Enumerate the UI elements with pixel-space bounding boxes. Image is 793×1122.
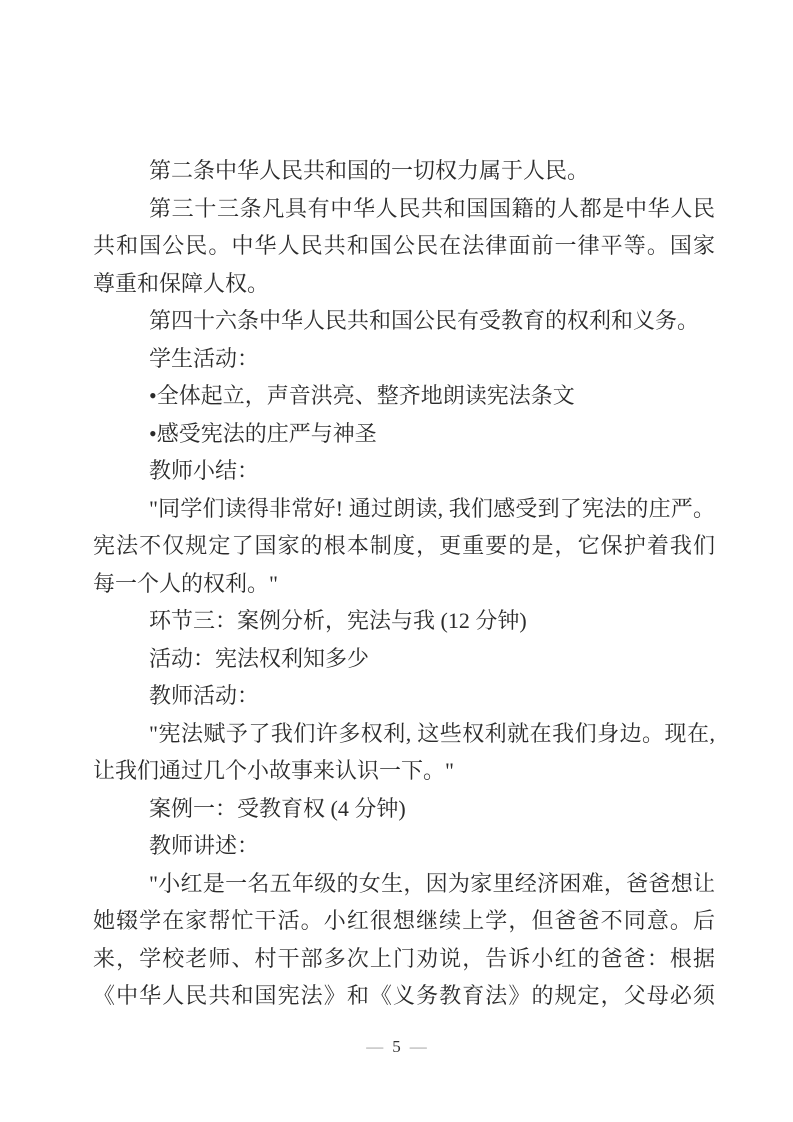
footer-dash-right: — <box>409 1037 427 1056</box>
text-line: "同学们读得非常好! 通过朗读, 我们感受到了宪法的庄严。 <box>149 495 715 521</box>
text-line: 来，学校老师、村干部多次上门劝说，告诉小红的爸爸：根据 <box>93 945 715 971</box>
text-line: 她辍学在家帮忙干活。小红很想继续上学，但爸爸不同意。后 <box>93 908 715 933</box>
text-line: 学生活动： <box>149 345 260 371</box>
text-line: 第三十三条凡具有中华人民共和国国籍的人都是中华人民 <box>149 195 715 221</box>
text-line: 第四十六条中华人民共和国公民有受教育的权利和义务。 <box>149 308 700 333</box>
text-line: 教师小结： <box>149 458 260 483</box>
text-line: 宪法不仅规定了国家的根本制度，更重要的是，它保护着我们 <box>93 533 715 558</box>
page-number: 5 <box>392 1037 401 1056</box>
text-line: 共和国公民。中华人民共和国公民在法律面前一律平等。国家 <box>93 233 715 258</box>
text-line: "宪法赋予了我们许多权利, 这些权利就在我们身边。现在, <box>149 720 715 746</box>
text-line: 尊重和保障人权。 <box>93 270 270 296</box>
text-line: 让我们通过几个小故事来认识一下。" <box>93 758 454 783</box>
text-line: "小红是一名五年级的女生，因为家里经济困难，爸爸想让 <box>149 870 715 896</box>
text-line: 《中华人民共和国宪法》和《义务教育法》的规定，父母必须 <box>93 983 715 1008</box>
bullet-line: •全体起立，声音洪亮、整齐地朗读宪法条文 <box>149 383 575 408</box>
document-body <box>93 152 715 1015</box>
text-line: 每一个人的权利。" <box>93 570 278 596</box>
text-line: 活动：宪法权利知多少 <box>149 645 370 671</box>
text-line: 案例一：受教育权 (4 分钟) <box>149 795 406 821</box>
bullet-line: •感受宪法的庄严与神圣 <box>149 420 377 446</box>
text-line: 教师活动： <box>149 683 260 708</box>
text-line: 第二条中华人民共和国的一切权力属于人民。 <box>149 158 590 183</box>
text-line: 教师讲述： <box>149 833 260 858</box>
text-line: 环节三：案例分析，宪法与我 (12 分钟) <box>149 608 527 633</box>
page-footer <box>0 1036 793 1058</box>
footer-dash-left: — <box>366 1037 384 1056</box>
